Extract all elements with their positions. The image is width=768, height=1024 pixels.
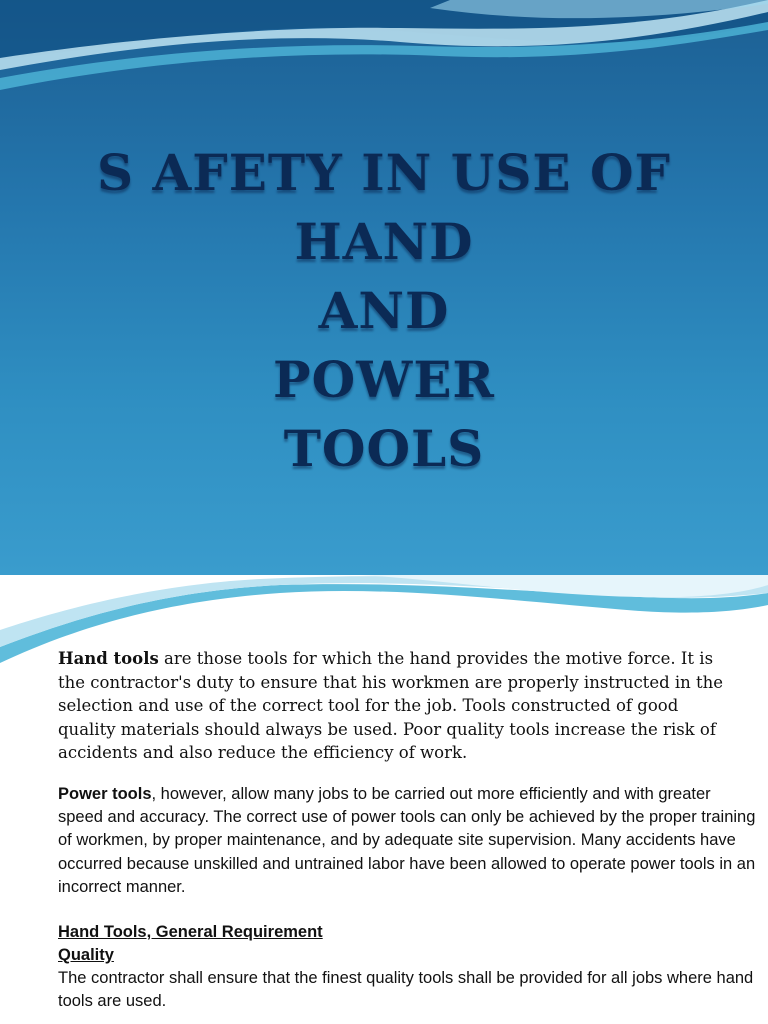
hand-tools-text: are those tools for which the hand provides the motive force. It is the contractor's duty to ensure that his workmen are properly instructed in the selection and use of the correct tool for the job. Tools constructed of good quality materials should always be used. Poor quality tools increase the risk of accidents and also reduce the efficiency of work. — [58, 649, 724, 762]
title-line: HAND — [294, 211, 474, 271]
title-line: TOOLS — [283, 418, 485, 478]
title-line: POWER — [273, 349, 495, 409]
power-tools-term: Power tools — [58, 785, 152, 803]
subsection-heading: Quality — [58, 946, 114, 964]
power-tools-paragraph — [58, 783, 758, 899]
hand-tools-paragraph — [58, 647, 738, 765]
title-line: AND — [318, 280, 450, 340]
content-slide — [0, 575, 768, 1024]
title-line: S AFETY IN USE OF — [96, 142, 671, 202]
quality-paragraph: The contractor shall ensure that the finest quality tools shall be provided for all jobs where hand tools are used. — [58, 969, 754, 1010]
wave-decoration — [0, 0, 768, 120]
slide-title — [0, 138, 768, 483]
hand-tools-term: Hand tools — [58, 649, 159, 668]
section-heading: Hand Tools, General Requirement — [58, 923, 323, 941]
power-tools-text: , however, allow many jobs to be carried out more efficiently and with greater speed and accuracy. The correct use of power tools can only be achieved by the proper training of workmen, by proper maintenance, and by adequate site supervision. Many accidents have occurred because unskilled and untrained labor have been allowed to operate power tools in an incorrect manner. — [58, 785, 756, 896]
